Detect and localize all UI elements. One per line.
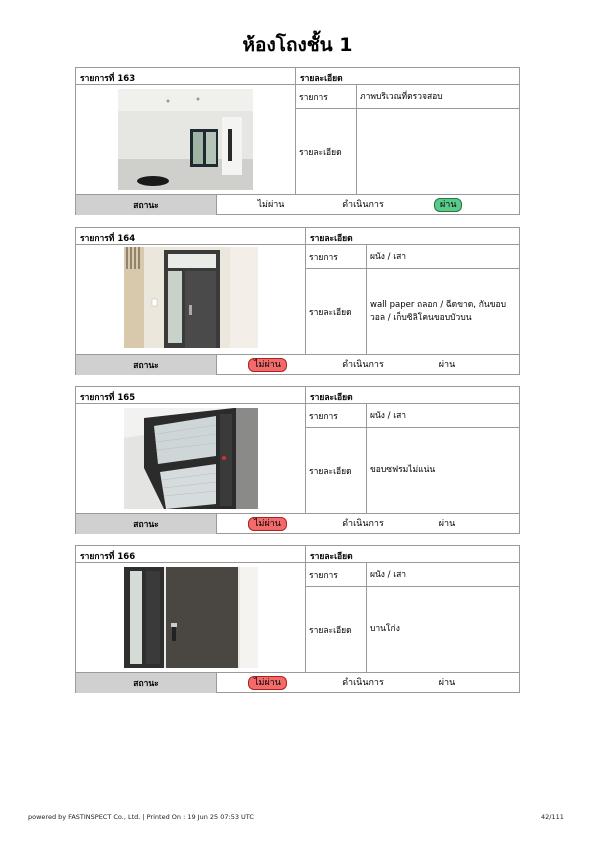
item-header: รายการที่ 164	[76, 228, 305, 245]
item-label: รายการ	[299, 93, 328, 103]
item-label: รายการ	[309, 571, 338, 581]
status-row	[76, 672, 519, 693]
status-row	[76, 354, 519, 375]
status-pass-option[interactable]: ผ่าน	[438, 519, 456, 529]
item-label: รายการ	[309, 253, 338, 263]
status-pass-option[interactable]: ผ่าน	[438, 360, 456, 370]
status-label: สถานะ	[76, 355, 216, 375]
status-in-progress-option[interactable]: ดำเนินการ	[342, 200, 384, 210]
details-label: รายละเอียด	[309, 466, 352, 477]
details-value	[357, 109, 519, 194]
status-row	[76, 194, 519, 215]
inspection-photo[interactable]	[124, 247, 258, 348]
status-label: สถานะ	[76, 514, 216, 534]
status-in-progress-option[interactable]: ดำเนินการ	[342, 678, 384, 688]
item-value: ผนัง / เสา	[370, 410, 407, 421]
status-fail-option[interactable]: ไม่ผ่าน	[257, 200, 285, 210]
inspection-card-166	[75, 545, 520, 693]
details-value: บานโก่ง	[370, 624, 400, 635]
details-header: รายละเอียด	[306, 387, 519, 404]
status-row	[76, 513, 519, 534]
inspection-card-163	[75, 67, 520, 215]
details-label: รายละเอียด	[309, 307, 352, 318]
details-value: wall paper ถลอก / ฉีดขาด, กันขอบวอล / เก็บซิลิโคนขอบบัวบน	[370, 299, 506, 323]
item-value: ผนัง / เสา	[370, 569, 407, 580]
page-title: ห้องโถงชั้น 1	[242, 34, 353, 56]
details-header: รายละเอียด	[306, 228, 519, 245]
footer-text: powered by FASTINSPECT Co., Ltd. | Printed On : 19 Jun 25 07:53 UTC	[28, 813, 254, 821]
item-value: ผนัง / เสา	[370, 251, 407, 262]
inspection-card-164	[75, 227, 520, 375]
status-label: สถานะ	[76, 673, 216, 693]
inspection-card-165	[75, 386, 520, 534]
item-header: รายการที่ 165	[76, 387, 305, 404]
item-label: รายการ	[309, 412, 338, 422]
status-label: สถานะ	[76, 195, 216, 215]
page-number: 42/111	[541, 813, 564, 821]
item-value: ภาพบริเวณที่ตรวจสอบ	[360, 91, 443, 102]
inspection-photo[interactable]	[124, 567, 258, 668]
status-in-progress-option[interactable]: ดำเนินการ	[342, 519, 384, 529]
details-label: รายละเอียด	[309, 625, 352, 636]
status-pass-option[interactable]: ผ่าน	[438, 678, 456, 688]
status-fail-option[interactable]: ไม่ผ่าน	[248, 517, 287, 531]
inspection-photo[interactable]	[124, 408, 258, 509]
item-header: รายการที่ 163	[76, 68, 295, 85]
details-header: รายละเอียด	[296, 68, 519, 85]
details-header: รายละเอียด	[306, 546, 519, 563]
status-fail-option[interactable]: ไม่ผ่าน	[248, 676, 287, 690]
status-fail-option[interactable]: ไม่ผ่าน	[248, 358, 287, 372]
details-value: ขอบซฟรมไม่แน่น	[370, 465, 436, 476]
status-pass-option[interactable]: ผ่าน	[434, 198, 462, 212]
inspection-photo[interactable]	[118, 89, 253, 190]
details-label: รายละเอียด	[299, 147, 342, 158]
item-header: รายการที่ 166	[76, 546, 305, 563]
status-in-progress-option[interactable]: ดำเนินการ	[342, 360, 384, 370]
